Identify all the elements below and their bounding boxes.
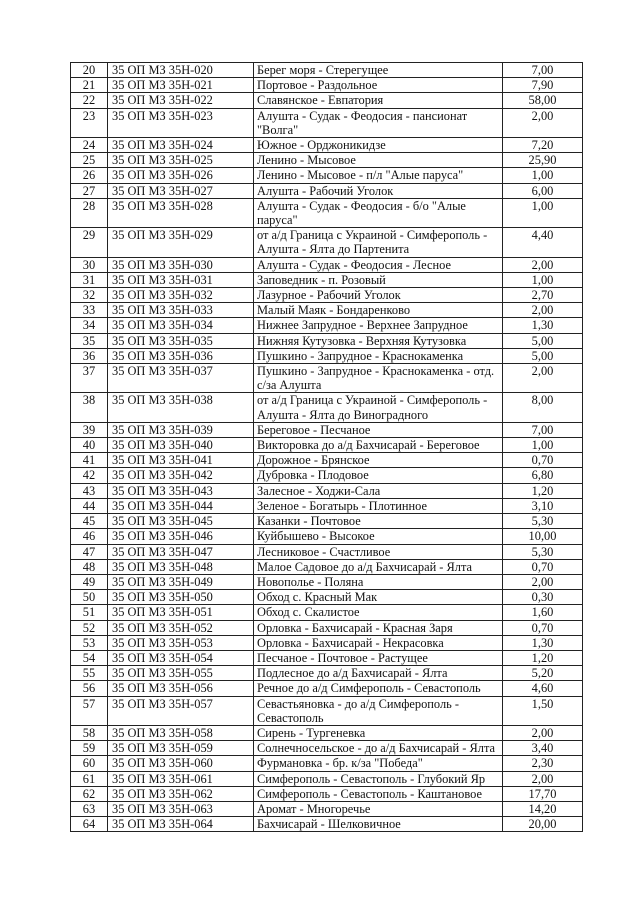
road-length-cell: 0,70 [503,559,583,574]
road-length-cell: 2,00 [503,725,583,740]
road-length-cell: 4,40 [503,228,583,257]
road-length-cell: 7,00 [503,63,583,78]
road-length-cell: 8,00 [503,393,583,422]
road-name-cell: Нижняя Кутузовка - Верхняя Кутузовка [254,333,503,348]
row-number-cell: 47 [71,544,108,559]
road-length-cell: 58,00 [503,93,583,108]
road-code-cell: 35 ОП МЗ 35Н-033 [108,303,254,318]
row-number-cell: 45 [71,514,108,529]
road-name-cell: Лесниковое - Счастливое [254,544,503,559]
row-number-cell: 43 [71,483,108,498]
road-name-cell: Обход с. Красный Мак [254,590,503,605]
road-name-cell: Алушта - Судак - Феодосия - Лесное [254,257,503,272]
road-length-cell: 0,30 [503,590,583,605]
row-number-cell: 50 [71,590,108,605]
road-code-cell: 35 ОП МЗ 35Н-025 [108,153,254,168]
road-name-cell: Подлесное до а/д Бахчисарай - Ялта [254,666,503,681]
road-length-cell: 0,70 [503,620,583,635]
row-number-cell: 64 [71,817,108,832]
road-code-cell: 35 ОП МЗ 35Н-053 [108,635,254,650]
table-row [71,544,583,559]
road-name-cell: от а/д Граница с Украиной - Симферополь - Алушта - Ялта до Партенита [254,228,503,257]
road-length-cell: 5,00 [503,348,583,363]
table-row [71,696,583,725]
row-number-cell: 27 [71,183,108,198]
road-length-cell: 10,00 [503,529,583,544]
table-row [71,168,583,183]
table-row [71,590,583,605]
road-code-cell: 35 ОП МЗ 35Н-048 [108,559,254,574]
road-length-cell: 1,00 [503,198,583,227]
road-length-cell: 5,00 [503,333,583,348]
row-number-cell: 33 [71,303,108,318]
road-code-cell: 35 ОП МЗ 35Н-063 [108,801,254,816]
row-number-cell: 51 [71,605,108,620]
road-code-cell: 35 ОП МЗ 35Н-052 [108,620,254,635]
table-row [71,364,583,393]
table-row [71,198,583,227]
row-number-cell: 37 [71,364,108,393]
row-number-cell: 41 [71,453,108,468]
road-name-cell: Заповедник - п. Розовый [254,272,503,287]
table-row [71,138,583,153]
road-code-cell: 35 ОП МЗ 35Н-029 [108,228,254,257]
row-number-cell: 36 [71,348,108,363]
road-name-cell: Обход с. Скалистое [254,605,503,620]
road-name-cell: Казанки - Почтовое [254,514,503,529]
road-code-cell: 35 ОП МЗ 35Н-059 [108,741,254,756]
table-row [71,318,583,333]
road-code-cell: 35 ОП МЗ 35Н-036 [108,348,254,363]
table-row [71,78,583,93]
row-number-cell: 61 [71,771,108,786]
road-name-cell: Солнечносельское - до а/д Бахчисарай - Ялта [254,741,503,756]
row-number-cell: 53 [71,635,108,650]
road-name-cell: Ленино - Мысовое [254,153,503,168]
row-number-cell: 30 [71,257,108,272]
road-length-cell: 17,70 [503,786,583,801]
road-length-cell: 1,00 [503,272,583,287]
road-length-cell: 1,50 [503,696,583,725]
row-number-cell: 62 [71,786,108,801]
road-code-cell: 35 ОП МЗ 35Н-038 [108,393,254,422]
road-code-cell: 35 ОП МЗ 35Н-027 [108,183,254,198]
road-code-cell: 35 ОП МЗ 35Н-035 [108,333,254,348]
road-code-cell: 35 ОП МЗ 35Н-040 [108,438,254,453]
road-length-cell: 1,60 [503,605,583,620]
road-name-cell: Песчаное - Почтовое - Растущее [254,650,503,665]
road-length-cell: 1,00 [503,168,583,183]
road-code-cell: 35 ОП МЗ 35Н-045 [108,514,254,529]
road-name-cell: Залесное - Ходжи-Сала [254,483,503,498]
road-code-cell: 35 ОП МЗ 35Н-051 [108,605,254,620]
row-number-cell: 55 [71,666,108,681]
row-number-cell: 60 [71,756,108,771]
table-row [71,559,583,574]
road-code-cell: 35 ОП МЗ 35Н-061 [108,771,254,786]
table-row [71,786,583,801]
road-code-cell: 35 ОП МЗ 35Н-055 [108,666,254,681]
road-name-cell: Нижнее Запрудное - Верхнее Запрудное [254,318,503,333]
road-length-cell: 0,70 [503,453,583,468]
table-row [71,771,583,786]
road-length-cell: 25,90 [503,153,583,168]
road-name-cell: Орловка - Бахчисарай - Некрасовка [254,635,503,650]
table-row [71,228,583,257]
road-name-cell: Фурмановка - бр. к/за "Победа" [254,756,503,771]
road-code-cell: 35 ОП МЗ 35Н-049 [108,574,254,589]
table-row [71,272,583,287]
table-row [71,650,583,665]
road-length-cell: 2,30 [503,756,583,771]
row-number-cell: 59 [71,741,108,756]
table-row [71,620,583,635]
road-length-cell: 5,30 [503,544,583,559]
road-code-cell: 35 ОП МЗ 35Н-041 [108,453,254,468]
table-row [71,333,583,348]
row-number-cell: 34 [71,318,108,333]
row-number-cell: 28 [71,198,108,227]
road-length-cell: 1,20 [503,483,583,498]
table-row [71,348,583,363]
road-name-cell: Портовое - Раздольное [254,78,503,93]
road-name-cell: Ленино - Мысовое - п/л "Алые паруса" [254,168,503,183]
road-code-cell: 35 ОП МЗ 35Н-047 [108,544,254,559]
road-code-cell: 35 ОП МЗ 35Н-037 [108,364,254,393]
table-row [71,453,583,468]
road-name-cell: Бахчисарай - Шелковичное [254,817,503,832]
row-number-cell: 48 [71,559,108,574]
road-name-cell: Севастьяновка - до а/д Симферополь - Севастополь [254,696,503,725]
table-row [71,257,583,272]
table-row [71,817,583,832]
road-length-cell: 2,00 [503,303,583,318]
table-row [71,468,583,483]
road-name-cell: Новополье - Поляна [254,574,503,589]
row-number-cell: 42 [71,468,108,483]
road-name-cell: Симферополь - Севастополь - Каштановое [254,786,503,801]
road-code-cell: 35 ОП МЗ 35Н-026 [108,168,254,183]
table-row [71,635,583,650]
row-number-cell: 21 [71,78,108,93]
road-length-cell: 2,00 [503,108,583,137]
road-name-cell: от а/д Граница с Украиной - Симферополь - Алушта - Ялта до Виноградного [254,393,503,422]
road-length-cell: 3,10 [503,498,583,513]
road-code-cell: 35 ОП МЗ 35Н-030 [108,257,254,272]
table-row [71,93,583,108]
road-name-cell: Речное до а/д Симферополь - Севастополь [254,681,503,696]
row-number-cell: 39 [71,422,108,437]
table-row [71,574,583,589]
road-name-cell: Славянское - Евпатория [254,93,503,108]
road-length-cell: 1,20 [503,650,583,665]
road-name-cell: Алушта - Судак - Феодосия - б/о "Алые паруса" [254,198,503,227]
road-code-cell: 35 ОП МЗ 35Н-064 [108,817,254,832]
road-length-cell: 20,00 [503,817,583,832]
table-row [71,422,583,437]
road-name-cell: Зеленое - Богатырь - Плотинное [254,498,503,513]
road-code-cell: 35 ОП МЗ 35Н-057 [108,696,254,725]
road-name-cell: Дорожное - Брянское [254,453,503,468]
row-number-cell: 63 [71,801,108,816]
road-length-cell: 5,20 [503,666,583,681]
row-number-cell: 46 [71,529,108,544]
road-name-cell: Алушта - Судак - Феодосия - пансионат "Волга" [254,108,503,137]
table-row [71,183,583,198]
table-row [71,303,583,318]
table-row [71,63,583,78]
row-number-cell: 26 [71,168,108,183]
row-number-cell: 35 [71,333,108,348]
road-length-cell: 2,00 [503,574,583,589]
row-number-cell: 22 [71,93,108,108]
road-name-cell: Викторовка до а/д Бахчисарай - Береговое [254,438,503,453]
row-number-cell: 38 [71,393,108,422]
road-length-cell: 2,70 [503,288,583,303]
road-code-cell: 35 ОП МЗ 35Н-043 [108,483,254,498]
road-code-cell: 35 ОП МЗ 35Н-054 [108,650,254,665]
road-code-cell: 35 ОП МЗ 35Н-062 [108,786,254,801]
road-name-cell: Малое Садовое до а/д Бахчисарай - Ялта [254,559,503,574]
road-code-cell: 35 ОП МЗ 35Н-032 [108,288,254,303]
road-length-cell: 2,00 [503,364,583,393]
road-name-cell: Орловка - Бахчисарай - Красная Заря [254,620,503,635]
table-row [71,514,583,529]
roads-table [70,62,583,832]
road-length-cell: 2,00 [503,257,583,272]
road-code-cell: 35 ОП МЗ 35Н-024 [108,138,254,153]
road-name-cell: Куйбышево - Высокое [254,529,503,544]
row-number-cell: 24 [71,138,108,153]
table-row [71,288,583,303]
road-name-cell: Алушта - Рабочий Уголок [254,183,503,198]
row-number-cell: 32 [71,288,108,303]
road-name-cell: Береговое - Песчаное [254,422,503,437]
road-name-cell: Дубровка - Плодовое [254,468,503,483]
row-number-cell: 29 [71,228,108,257]
road-length-cell: 6,00 [503,183,583,198]
road-length-cell: 3,40 [503,741,583,756]
road-code-cell: 35 ОП МЗ 35Н-021 [108,78,254,93]
row-number-cell: 25 [71,153,108,168]
table-row [71,741,583,756]
road-code-cell: 35 ОП МЗ 35Н-028 [108,198,254,227]
table-row [71,725,583,740]
table-row [71,666,583,681]
row-number-cell: 31 [71,272,108,287]
road-name-cell: Пушкино - Запрудное - Краснокаменка [254,348,503,363]
road-length-cell: 7,90 [503,78,583,93]
table-row [71,529,583,544]
road-code-cell: 35 ОП МЗ 35Н-022 [108,93,254,108]
road-name-cell: Берег моря - Стерегущее [254,63,503,78]
row-number-cell: 56 [71,681,108,696]
row-number-cell: 57 [71,696,108,725]
row-number-cell: 20 [71,63,108,78]
road-length-cell: 14,20 [503,801,583,816]
table-row [71,483,583,498]
road-code-cell: 35 ОП МЗ 35Н-039 [108,422,254,437]
row-number-cell: 49 [71,574,108,589]
road-length-cell: 4,60 [503,681,583,696]
row-number-cell: 40 [71,438,108,453]
road-length-cell: 1,30 [503,318,583,333]
table-row [71,681,583,696]
road-length-cell: 7,20 [503,138,583,153]
road-code-cell: 35 ОП МЗ 35Н-050 [108,590,254,605]
road-length-cell: 1,30 [503,635,583,650]
road-length-cell: 5,30 [503,514,583,529]
road-code-cell: 35 ОП МЗ 35Н-031 [108,272,254,287]
table-row [71,756,583,771]
road-code-cell: 35 ОП МЗ 35Н-046 [108,529,254,544]
row-number-cell: 54 [71,650,108,665]
row-number-cell: 44 [71,498,108,513]
roads-table-body [71,63,583,832]
road-code-cell: 35 ОП МЗ 35Н-042 [108,468,254,483]
table-row [71,438,583,453]
road-code-cell: 35 ОП МЗ 35Н-058 [108,725,254,740]
table-row [71,801,583,816]
road-name-cell: Пушкино - Запрудное - Краснокаменка - отд. с/за Алушта [254,364,503,393]
road-name-cell: Симферополь - Севастополь - Глубокий Яр [254,771,503,786]
road-code-cell: 35 ОП МЗ 35Н-034 [108,318,254,333]
road-code-cell: 35 ОП МЗ 35Н-044 [108,498,254,513]
road-name-cell: Сирень - Тургеневка [254,725,503,740]
table-row [71,153,583,168]
table-row [71,393,583,422]
road-name-cell: Малый Маяк - Бондаренково [254,303,503,318]
table-row [71,498,583,513]
road-length-cell: 6,80 [503,468,583,483]
road-name-cell: Лазурное - Рабочий Уголок [254,288,503,303]
road-code-cell: 35 ОП МЗ 35Н-023 [108,108,254,137]
row-number-cell: 52 [71,620,108,635]
road-code-cell: 35 ОП МЗ 35Н-056 [108,681,254,696]
road-name-cell: Южное - Орджоникидзе [254,138,503,153]
table-row [71,108,583,137]
road-length-cell: 2,00 [503,771,583,786]
road-length-cell: 1,00 [503,438,583,453]
table-row [71,605,583,620]
road-code-cell: 35 ОП МЗ 35Н-060 [108,756,254,771]
row-number-cell: 58 [71,725,108,740]
road-length-cell: 7,00 [503,422,583,437]
row-number-cell: 23 [71,108,108,137]
road-code-cell: 35 ОП МЗ 35Н-020 [108,63,254,78]
road-name-cell: Аромат - Многоречье [254,801,503,816]
